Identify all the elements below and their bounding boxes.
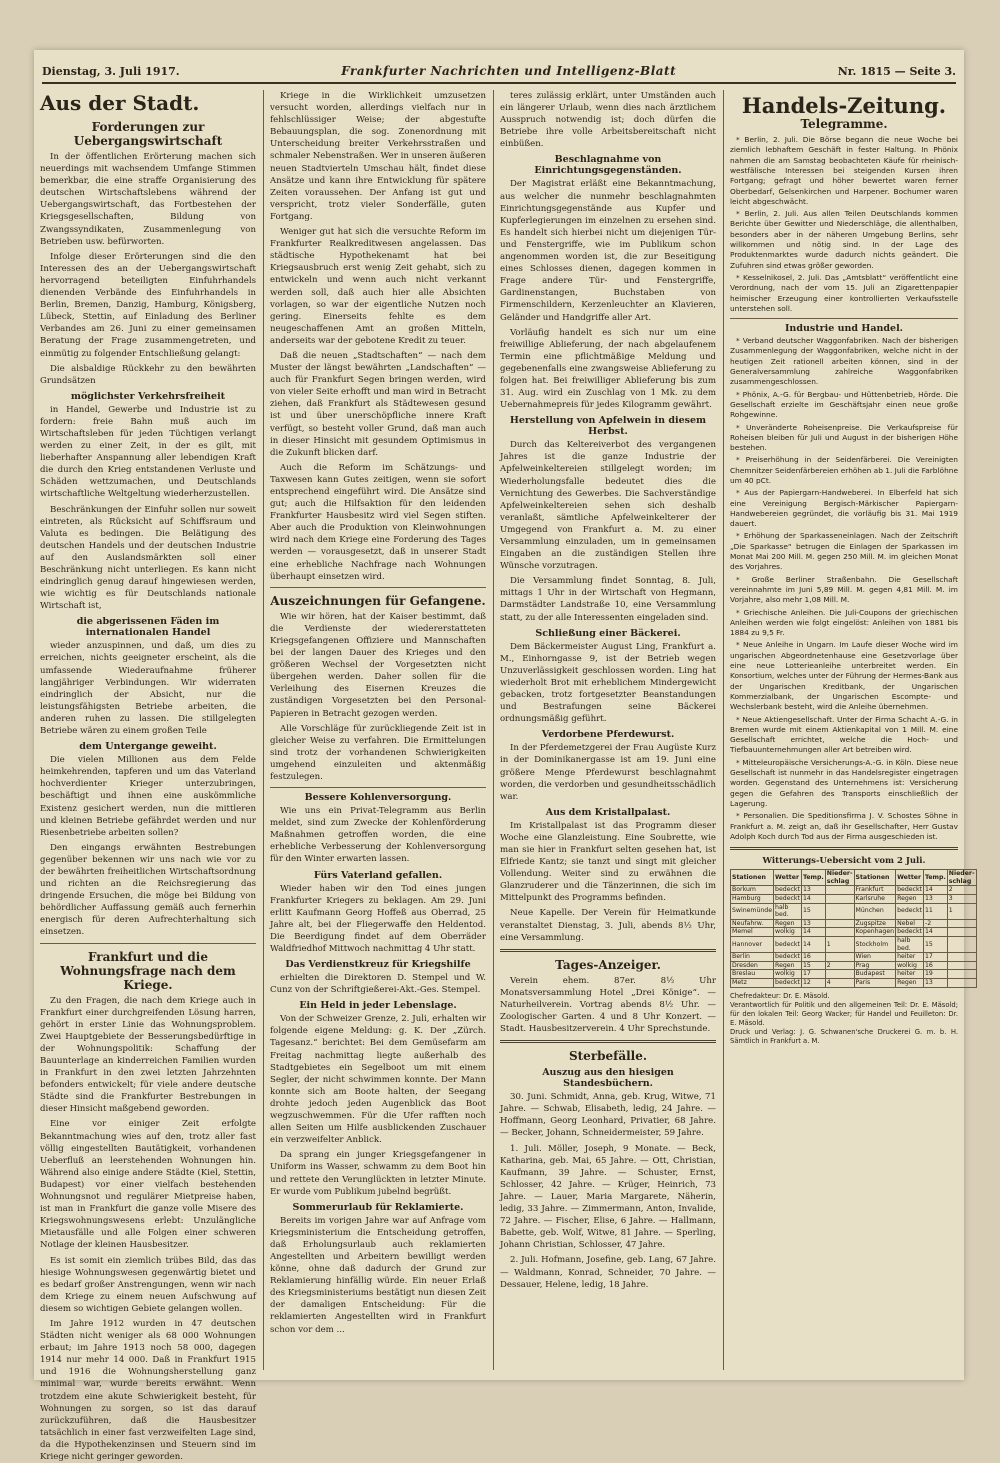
weather-cell [947,953,976,962]
weather-column-header: Nieder-schlag [826,870,853,885]
divider [500,949,716,952]
weather-cell: bedeckt [775,894,800,902]
weather-cell: Wien [854,953,896,962]
paragraph: Da sprang ein junger Kriegsgefangener in Uniform ins Wasser, schwamm zu dem Boot hin und rettete den Verunglückten in letzter Minute. Er wurde vom Publikum jubelnd begrüßt. [270,1150,486,1197]
paragraph: * Mitteleuropäische Versicherungs-A.-G. in Köln. Diese neue Gesellschaft ist nunmehr in das Handelsregister eingetragen worden. Gegenstand des Unternehmens ist: Versicherung gegen die Gefahren des Transports einschließlich der Lagerung. [730,757,958,808]
weather-cell: Hannover [731,936,774,952]
weather-cell: 17 [801,970,825,979]
weather-cell: 14 [801,936,825,952]
weather-column-header: Stationen [731,870,774,886]
weather-cell: heiter [896,970,924,979]
weather-cell: Regen [774,961,802,970]
weather-cell: bedeckt [775,953,800,961]
subheading: Aus dem Kristallpalast. [545,806,671,818]
column-4 [724,90,975,1370]
heading-sterbefaelle: Sterbefälle. [568,1049,648,1064]
weather-cell [947,928,976,937]
paragraph: 2. Juli. Hofmann, Josefine, geb. Lang, 67 Jahre. — Waldmann, Konrad, Schneider, 70 Jahre. — Dessauer, Helene, ledig, 18 Jahre. [500,1255,716,1290]
weather-column-header: Nieder-schlag [948,870,975,885]
subheading: Beschlagnahme von Einrichtungsgegenständen. [534,154,682,177]
paragraph: Beschränkungen der Einfuhr sollen nur soweit eintreten, als Rücksicht auf Schiffsraum und Valuta es bedingen. Die Belätigung des deutschen Handels und der deutschen Industrie auf den Auslandsmärkten soll einer Beschränkung nicht unterliegen. Es kann nicht eindringlich genug darauf hingewiesen werden, wie wichtig es für Deutschlands nationale Wirtschaft ist, [40,504,256,612]
paragraph: Neue Kapelle. Der Verein für Heimatkunde veranstaltet Dienstag, 3. Juli, abends 8½ Uhr, eine Versammlung. [500,908,716,943]
weather-column-header: Temp. [923,870,947,886]
paragraph: Im Jahre 1912 wurden in 47 deutschen Städten nicht weniger als 68 000 Wohnungen erbaut; im Jahre 1913 noch 58 000, dagegen 1914 nur mehr 14 000. Daß in Frankfurt 1915 und 1916 die Wohnungsherstellung ganz minimal war, wurde bereits erwähnt. Wenn trotzdem eine akute Schwierigkeit besteht, für Wohnungen zu sorgen, so ist das darauf zurückzuführen, daß die Hausbesitzer tatsächlich in einer fast verzweifelten Lage sind, da die Hypothekenzinsen und Steuern sind im Kriege nicht geringer geworden. [40,1318,256,1462]
paragraph: Den eingangs erwähnten Bestrebungen gegenüber bekennen wir uns nach wie vor zu der bewährten freiheitlichen Wirtschaftsordnung und richten an die Reichsregierung das dringende Ersuchen, die möge bei Bildung von behördlicher Auffassung gemäß auch fernerhin energisch für deren Aufrechterhaltung sich einsetzen. [40,842,256,938]
paragraph: Wie uns ein Privat-Telegramm aus Berlin meldet, sind zum Zwecke der Kohlenförderung Maßnahmen getroffen worden, die eine erhebliche Verbesserung der Kohlenversorgung für den Winter erwarten lassen. [270,806,486,865]
weather-cell: 4 [825,978,854,987]
weather-cell [947,970,976,979]
weather-column-header: Wetter [774,870,802,886]
subheading: Ein Held in jeder Lebenslage. [299,1000,457,1012]
weather-cell: 13 [923,978,947,987]
weather-column-header: Wetter [896,870,924,886]
weather-cell [825,903,854,919]
weather-cell: halb bed. [774,903,802,919]
weather-row [731,936,977,952]
paragraph: * Verband deutscher Waggonfabriken. Nach der bisherigen Zusammenlegung der Waggonfabriken, welche nicht in der heutigen Zeit rationell arbeiten können, sind in der Generalversammlung zahlreiche Waggonfabriken zusammengeschlossen. [730,336,958,387]
weather-cell: Zugspitze [854,919,896,928]
weather-cell [825,919,854,928]
weather-cell: Dresden [731,961,774,970]
weather-cell: 15 [923,936,947,952]
subheading: die abgerissenen Fäden im internationalen Handel [76,616,220,639]
paragraph: Dem Bäckermeister August Ling, Frankfurt a. M., Einhorngasse 9, ist der Betrieb wegen Unzuverlässigkeit geschlossen worden. Ling hat wiederholt Brot mit erheblichem Mindergewicht gebacken, trotz fortgesetzter Beanstandungen und Bestrafungen seine Bäckerei ordnungsmäßig geführt. [500,641,716,725]
page-number: Nr. 1815 — Seite 3. [837,64,956,78]
paragraph: 1. Juli. Möller, Joseph, 9 Monate. — Beck, Katharina, geb. Mai, 65 Jahre. — Ott, Christian, Kaufmann, 39 Jahre. — Schuster, Ernst, Schlosser, 42 Jahre. — Krüger, Heinrich, 73 Jahre. — Lauer, Maria Margarete, Näherin, ledig, 33 Jahre. — Zimmermann, Anton, Invalide, 72 Jahre. — Fischer, Elise, 6 Jahre. — Hallmann, Babette, geb. Wolf, Witwe, 81 Jahre. — Sperling, Johann Christian, Schlosser, 47 Jahre. [500,1143,716,1251]
paragraph: Vorläufig handelt es sich nur um eine freiwillige Ablieferung, der nach abgelaufenem Termin eine pflichtmäßige Meldung und gegebenenfalls eine zwangsweise Ablieferung zu folgen hat. Bei freiwilliger Ablieferung bis zum 31. Aug. wird ein Zuschlag von 1 Mk. zu dem Uebernahmepreis für jedes Kilogramm gewährt. [500,327,716,411]
divider [730,318,958,319]
weather-cell: Breslau [731,970,774,979]
weather-cell [947,961,976,970]
column-2 [264,90,492,1370]
divider [40,943,256,944]
subheading: Bessere Kohlenversorgung. [304,792,452,804]
weather-cell: Swinemünde [731,903,774,919]
weather-cell: 14 [801,928,825,937]
weather-column-header: Stationen [854,870,896,886]
weather-cell: bedeckt [897,886,922,894]
weather-cell: München [854,903,896,919]
weather-row [731,894,977,903]
heading-tages-anzeiger: Tages-Anzeiger. [555,957,661,972]
divider [270,787,486,788]
weather-cell: 1 [947,903,976,919]
subheading: Sommerurlaub für Reklamierte. [292,1201,464,1213]
weather-cell: Frankfurt [854,886,896,895]
paragraph: * Neue Aktiengesellschaft. Unter der Firma Schacht A.-G. in Bremen wurde mit einem Aktienkapital von 1 Mill. M. eine Gesellschaft errichtet, welche die Hoch- und Tiefbauunternehmungen aller Art betreiben wird. [730,714,958,755]
weather-cell: Nebel [896,919,924,928]
paragraph: * Preiserhöhung in der Seidenfärberei. Die Vereinigten Chemnitzer Seidenfärbereien erhöhen ab 1. Juli die Farblöhne um 40 pCt. [730,455,958,485]
subheading: dem Untergange geweiht. [79,741,217,753]
imprint-editor: Chefredakteur: Dr. E. Mäsold. [730,991,830,1000]
paragraph: Im Kristallpalast ist das Programm dieser Woche eine Glanzleistung. Eine Soubrette, wie man sie hier in Frankfurt selten gesehen hat, ist Elfriede Kantz; sie tanzt und singt mit gleicher Vollendung. Weiter sind zu erwähnen die Glanzruderer und die Tänzerinnen, die sich im Mittelpunkt des Programms befinden. [500,820,716,904]
telegramme-subtitle: Telegramme. [800,117,888,131]
paragraph: teres zulässig erklärt, unter Umständen auch ein längerer Urlaub, wenn dies nach ärztlichem Ausspruch notwendig ist; doch dürfen die Betriebe ihre volle Arbeitsbereitschaft nicht einbüßen. [500,91,716,150]
article-heading-uebergangswirtschaft: Forderungen zur Uebergangswirtschaft [73,120,223,148]
paragraph: Kriege in die Wirklichkeit umzusetzen versucht worden, allerdings vielfach nur in fehlschlüssiger Weise; der abgestufte Bebauungsplan, die sog. Zonenordnung mit Unterscheidung breiter Verkehrsstraßen und schmaler Nebenstraßen. Wer in unseren äußeren neuen Stadtvierteln Umschau hält, findet diese Ansätze und kann ihre Entwicklung für spätere Zeiten voraussehen. Der Anfang ist gut und verspricht, trotz vieler Sonderfälle, guten Fortgang. [270,91,486,222]
divider [500,1040,716,1043]
weather-cell: Kopenhagen [855,928,895,936]
paragraph: * Große Berliner Straßenbahn. Die Gesellschaft vereinnahmte im Juni 5,89 Mill. M. gegen 4,81 Mill. M. im Vorjahre, also mehr 1,08 Mill. M. [730,574,958,605]
weather-cell: 1 [825,936,854,952]
paragraph: * Erhöhung der Sparkasseneinlagen. Nach der Zeitschrift „Die Sparkasse“ betrugen die Einlagen der Sparkassen im Monat Mai 200 Mill. M. gegen 250 Mill. M. im gleichen Monat des Vorjahres. [730,531,958,572]
weather-cell: Karlsruhe [854,894,896,903]
paragraph: * Neue Anleihe in Ungarn. Im Laufe dieser Woche wird im ungarischen Abgeordnetenhause eine Gesetzvorlage über eine neue Lotterieanleihe unterbreitet werden. Ein Konsortium, welches unter der Führung der Hermes-Bank aus der Ungarischen Kreditbank, der Ungarischen Kommerzialbank, der Ungarischen Escompte- und Wechslerbank besteht, wird die Anleihe übernehmen. [730,640,958,712]
subheading-industrie-handel: Industrie und Handel. [784,323,903,335]
weather-cell: wolkig [774,928,802,937]
weather-cell: Regen [774,919,802,928]
paragraph: Die alsbaldige Rückkehr zu den bewährten Grundsätzen [40,363,256,386]
weather-cell [825,928,854,937]
paragraph: Wieder haben wir den Tod eines jungen Frankfurter Kriegers zu beklagen. Am 29. Juni erlitt Kaufmann Georg Hoffeß aus Oberrad, 25 Jahre alt, bei der Fliegerwaffe den Heldentod. Die Beerdigung findet auf dem Oberräder Waldfriedhof Mittwoch nachmittag 4 Uhr statt. [270,883,486,954]
weather-row [731,961,977,970]
weather-cell: bedeckt [774,936,802,952]
weather-cell: 16 [801,953,825,962]
weather-row [731,919,977,928]
weather-cell: 15 [801,961,825,970]
weather-cell: Stockholm [854,936,896,952]
weather-cell: 13 [801,919,825,928]
weather-cell [947,978,976,987]
weather-cell: 13 [801,886,825,895]
weather-cell [825,970,854,979]
column-3 [494,90,722,1370]
weather-cell: 11 [923,903,947,919]
weather-cell: 13 [923,894,947,903]
weather-cell: Metz [731,978,774,987]
article-heading-wohnungsfrage: Frankfurt und die Wohnungsfrage nach dem Kriege. [60,949,236,992]
paragraph: In der öffentlichen Erörterung machen sich neuerdings mit wachsendem Umfange Stimmen bemerkbar, die eine straffe Organisierung des deutschen Wirtschaftslebens während der Uebergangswirtschaft, das Fortbestehen der Kriegsgesellschaften, Bildung von Zwangssyndikaten, Zusammenlegung von Betrieben usw. befürworten. [40,152,256,247]
weather-row [731,903,977,919]
weather-cell [947,919,976,928]
weather-table-title: Witterungs-Uebersicht vom 2 Juli. [762,856,926,867]
weather-cell: wolkig [774,970,802,979]
subheading: Das Verdienstkreuz für Kriegshilfe [285,959,471,971]
weather-cell: 16 [923,961,947,970]
weather-cell [825,894,854,903]
paragraph: wieder anzuspinnen, und daß, um dies zu erreichen, nichts geeigneter erscheint, als die umfassende Wiederaufnahme früherer langjähriger Verbindungen. Wir widerraten eindringlich der Absicht, nur die leistungsfähigsten Betriebe arbeiten, die anderen ruhen zu lassen. Die stillgelegten Betriebe wären zu einem großen Teile [40,641,256,737]
paragraph: * Berlin, 2. Juli. Die Börse begann die neue Woche bei ziemlich lebhaftem Geschäft in fester Haltung. In Phönix nahmen die am Samstag beobachteten Käufe für rheinisch-westfälische Interessen bei steigenden Kursen ihren Fortgang; gefragt und höher bewertet waren ferner Oberbedarf, Gelsenkirchen und Harpener. Bochumer waren leicht abgeschwächt. [730,135,958,206]
article-heading-auszeichnungen: Auszeichnungen für Gefangene. [270,593,486,608]
imprint [730,992,958,1046]
section-heading-stadt: Aus der Stadt. [40,91,200,115]
weather-cell: 17 [923,953,947,962]
weather-cell: wolkig [896,961,924,970]
weather-table-header [731,870,977,886]
weather-table-body [731,886,977,987]
telegram-block [730,135,958,314]
paragraph: Weniger gut hat sich die versuchte Reform im Frankfurter Realkreditwesen angelassen. Das städtische Hypothekenamt hat bei Kriegsausbruch erst wenig Zeit gehabt, sich zu entwickeln und wenn auch nicht verkannt werden soll, daß auch hier alle Absichten vorlagen, so war der eigentliche Nutzen noch gering. Einerseits fehlte es dem neugeschaffenen Amt an großen Mitteln, anderseits war der gebotene Kredit zu teuer. [270,227,486,346]
paragraph: Verein ehem. 87er. 8½ Uhr Monatsversammlung Hotel „Drei Könige“. — Naturheilverein. Vortrag abends 8½ Uhr. — Zoologischer Garten. 4 und 8 Uhr Konzert. — Stadt. Hausbesitzerverein. 4 Uhr Sprechstunde. [500,975,716,1035]
column-1 [34,90,262,1462]
paragraph: * Unveränderte Roheisenpreise. Die Verkaufspreise für Roheisen bleiben für Juli und August in der bisherigen Höhe bestehen. [730,422,958,453]
newspaper-page [34,50,975,1462]
weather-table [730,869,977,987]
paragraph: 30. Juni. Schmidt, Anna, geb. Krug, Witwe, 71 Jahre. — Schwab, Elisabeth, ledig, 24 Jahre. — Hoffmann, Georg Leonhard, Privatier, 68 Jahre. — Becker, Johann, Schneidermeister, 59 Jahre. [500,1092,716,1139]
paragraph: * Personalien. Die Speditionsfirma J. V. Schostes Söhne in Frankfurt a. M. zeigt an, daß ihr Gesellschafter, Herr Gustav Adolph Koch durch Tod aus der Firma ausgeschieden ist. [730,811,958,841]
masthead [42,60,956,84]
paragraph: in Handel, Gewerbe und Industrie ist zu fordern: freie Bahn muß auch im Wirtschaftsleben für jeden Tüchtigen verlangt werden zu einer Zeit, in der es gilt, mit lieberhafter Anspannung aller lebendigen Kraft die durch den Krieg entstandenen Verluste und Schäden wettzumachen, und Deutschlands wirtschaftliche Weltgeltung wiederherzustellen. [40,404,256,500]
weather-row [731,970,977,979]
paragraph: Die vielen Millionen aus dem Felde heimkehrenden, tapferen und um das Vaterland hochverdienter Krieger unterzubringen, beschäftigt und ihnen eine auskömmliche Existenz gesichert werden, nun die mittleren und kleinen Betriebe gefährdet werden und nur Riesenbetriebe arbeiten sollen? [40,755,256,838]
weather-cell [825,886,854,895]
paragraph: Zu den Fragen, die nach dem Kriege auch in Frankfurt einer durchgreifenden Lösung harren, gehört in erster Linie das Wohnungsproblem. Zwei Hauptgebiete der Besserungsbedürftige in der Wohnungspolitik: Schaffung der Bauunterlage an kinderreichen Familien wurden in Frankfurt in den zwei letzten Jahrzehnten befonders entwickelt; für viele andere deutsche Städte sind die Frankfurter Bestrebungen in dieser Hinsicht maßgebend geworden. [40,995,256,1115]
paragraph: Es ist somit ein ziemlich trübes Bild, das das hiesige Wohnungswesen gegenwärtig bietet und es bedarf großer Anstrengungen, wenn wir nach dem Kriege zu einem neuen Aufschwung auf diesem so wichtigen Gebiete gelangen wollen. [40,1255,256,1314]
paragraph: Der Magistrat erläßt eine Bekanntmachung, aus welcher die nunmehr beschlagnahmten Einrichtungsgegenstände aus Kupfer und Kupferlegierungen im einzelnen zu ersehen sind. Es handelt sich hierbei nicht um diejenigen Tür- und Fenstergriffe, wie im Publikum schon angenommen worden ist, die zur Beseitigung eines Schlosses dienen, dagegen kommen in Frage andere Tür- und Fenstergriffe, Gardinenstangen, Buchstaben von Firmenschildern, Kerzenleuchter an Klavieren, Geländer und Handgriffe aller Art. [500,179,716,323]
paragraph: * Berlin, 2. Juli. Aus allen Teilen Deutschlands kommen Berichte über Gewitter und Niederschläge, die allenthalben, besonders aber in der näheren Umgebung Berlins, sehr willkommen und nötig sind. In der Lage des Produktenmarktes wurde dadurch nichts geändert. Die Zufuhren sind etwas größer geworden. [730,209,958,270]
subheading: möglichster Verkehrsfreiheit [70,390,226,402]
weather-cell: Budapest [854,970,896,979]
paragraph: * Aus der Papiergarn-Handweberei. In Elberfeld hat sich eine Vereinigung Bergisch-Märkischer Papiergarn-Handwebereien gegründet, die vorläufig bis 31. Mai 1919 dauert. [730,488,958,529]
weather-cell: Memel [731,928,774,937]
weather-cell: heiter [896,953,924,962]
paragraph: * Kesselnikosel, 2. Juli. Das „Amtsblatt“ veröffentlicht eine Verordnung, nach der vom 15. Juli an Zigarettenpapier heimischer Erzeugung einer kontrollierten Verkaufsstelle unterstehen soll. [730,272,958,313]
weather-cell: 14 [923,886,947,895]
subheading: Auszug aus den hiesigen Standesbüchern. [542,1067,674,1090]
paragraph: Auch die Reform im Schätzungs- und Taxwesen kann Gutes zeitigen, wenn sie sofort entsprechend eingeführt wird. Die Ansätze sind gut; auch die Hilfsaktion für den leidenden Frankfurter Hausbesitz wird viel Segen stiften. Aber auch die Produktion von Kleinwohnungen wird nach dem Kriege eine Forderung des Tages werden — vorausgesetzt, daß in unserer Stadt eine erhebliche Nachfrage nach Wohnungen überhaupt einsetzen wird. [270,462,486,582]
paragraph: Durch das Keltereiverbot des vergangenen Jahres ist die ganze Industrie der Apfelweinkeltereien stillgelegt worden; im Wiederholungsfalle bedeutet dies die Vernichtung des Gewerbes. Die Sachverständige Apfelweinkeltereien sehen sich deshalb veranlaßt, sämtliche Apfelweinkelterer der Umgegend von Frankfurt a. M. zu einer Versammlung einzuladen, um in gemeinsamen Eingaben an die zuständigen Stellen ihre Wünsche vorzutragen. [500,440,716,572]
weather-cell: 19 [923,970,947,979]
weather-cell: 14 [801,894,825,903]
weather-column-header: Temp. [801,870,825,886]
imprint-responsible: Verantwortlich für Politik und den allgemeinen Teil: Dr. E. Mäsold; für den lokalen Teil: Georg Wacker; für Handel und Feuilleton: Dr. E. Mäsold. [730,1000,958,1027]
paragraph: Eine vor einiger Zeit erfolgte Bekanntmachung wies auf den, trotz aller fast völlig eingestellten Bautätigkeit, vorhandenen Ueberfluß an leerstehenden Wohnungen hin. Während also einige andere Städte (Kiel, Stettin, Budapest) vor einer vielfach bestehenden Wohnungsnot und regulärer Mietpreise haben, ist man in Frankfurt die ganze volle Misere des Kriegswohnungswesens erlebt: Unzulängliche Mietausfälle und alle Folgen einer schweren Notlage der kleinen Hausbesitzer. [40,1119,256,1251]
weather-row [731,928,977,937]
imprint-publisher: Druck und Verlag: J. G. Schwanen'sche Druckerei G. m. b. H. Sämtlich in Frankfurt a. M. [730,1027,958,1045]
weather-cell: 12 [801,978,825,987]
weather-cell: bedeckt [897,928,922,936]
weather-cell: bedeckt [775,978,800,986]
weather-cell: 2 [825,961,854,970]
subheading: Schließung einer Bäckerei. [535,627,681,639]
weather-cell: Regen [896,978,924,987]
paragraph: Von der Schweizer Grenze, 2. Juli, erhalten wir folgende eigene Meldung: g. K. Der „Zürch. Tagesanz.“ berichtet: Bei dem Gemüsefarm am Freitag nachmittag liegte außerhalb des Stadtgebietes ein Segelboot um mit einem Segler, der nicht schwimmen konnte. Der Mann konnte sich am Boote halten, der Seegang drohte jedoch jeden Augenblick das Boot wegzuschwemmen. Für die Ufer rafften noch allen Seiten um Hilfe ausblickenden Zuschauer ein verzweifelter Anblick. [270,1014,486,1146]
weather-cell: Berlin [731,953,774,962]
subheading: Verdorbene Pferdewurst. [541,729,675,741]
weather-row [731,978,977,987]
weather-cell: Borkum [731,886,774,895]
paragraph: erhielten die Direktoren D. Stempel und W. Cunz von der Schriftgießerei-Akt.-Ges. Stempel. [270,973,486,996]
paragraph: In der Pferdemetzgerei der Frau Augüste Kurz in der Dominikanergasse ist am 19. Juni eine größere Menge Pferdewurst beschlagnahmt worden, die verdorben und gesundheitsschädlich war. [500,743,716,802]
subheading: Herstellung von Apfelwein in diesem Herbst. [509,415,707,438]
paragraph: * Griechische Anleihen. Die Juli-Coupons der griechischen Anleihen werden wie folgt eingelöst: Anleihen von 1881 bis 1884 zu 9,5 Fr. [730,607,958,638]
divider [730,847,958,850]
weather-cell [825,953,854,962]
weather-cell: bedeckt [775,886,800,894]
paragraph: Die Versammlung findet Sonntag, 8. Juli, mittags 1 Uhr in der Wirtschaft von Hegmann, Darmstädter Landstraße 10, eine Versammlung statt, zu der alle Interessenten eingeladen sind. [500,576,716,623]
weather-cell [947,936,976,952]
paragraph: Infolge dieser Erörterungen sind die den Interessen des an der Uebergangswirtschaft hervorragend beteiligten Einfuhrhandels dienenden Verbände des Einfuhrhandels in Berlin, Bremen, Danzig, Hamburg, Königsberg, Lübeck, Stettin, auf Einladung des Berliner Verbandes am 26. Juni zu einer gemeinsamen Beratung der Frage zusammengetreten, und einmütig zu folgender Entschließung gelangt: [40,251,256,359]
subheading: Fürs Vaterland gefallen. [313,869,443,881]
weather-cell: halb bed. [896,936,924,952]
paragraph: Wie wir hören, hat der Kaiser bestimmt, daß die Verdienste der wiedererstatteten Kriegsgefangenen Offiziere und Mannschaften bei der langen Dauer des Krieges und den größeren Wechsel der Vorgesetzten nicht übergehen werden. Daher sollen für die Verleihung des Eisernen Kreuzes die zuständigen Vorgesetzten bei den Personal-Papieren in Betracht gezogen werden. [270,611,486,719]
weather-row [731,886,977,895]
weather-cell: -2 [923,919,947,928]
weather-cell: Neufahrw. [731,919,774,928]
industry-block [730,336,958,842]
newspaper-title: Frankfurter Nachrichten und Intelligenz-Blatt [341,64,677,78]
weather-cell: bedeckt [896,903,924,919]
weather-cell: 3 [947,894,976,903]
paragraph: Bereits im vorigen Jahre war auf Anfrage vom Kriegsministerium die Entscheidung getroffen, daß Erholungsurlaub auch reklamierten Angestellten und Arbeitern bewilligt werden könne, ohne daß dadurch der Grund zur Reklamierung hinfällig würde. Ein neuer Erlaß des Kriegsministeriums bestätigt nun diesen Zeit der damaligen Entscheidung: Für die reklamierten Angestellten wird in Frankfurt schon vor dem ... [270,1215,486,1335]
weather-cell: Regen [896,894,924,903]
weather-cell: Paris [854,978,896,987]
divider [270,587,486,588]
paragraph: Daß die neuen „Stadtschaften“ — nach dem Muster der längst bewährten „Landschaften“ — auch für Frankfurt Segen bringen werden, wird von vieler Seite erhofft und man wird in Betracht ziehen, daß Frankfurt als Städtewesen gesund ist und über unerschöpfliche innere Kraft verfügt, so besteht voller Grund, daß man auch in dieser Hinsicht mit gesundem Optimismus in die Zukunft blicken darf. [270,350,486,458]
weather-cell: 14 [923,928,947,937]
paragraph: * Phönix, A.-G. für Bergbau- und Hüttenbetrieb, Hörde. Die Gesellschaft erzielte im Geschäftsjahr einen neue große Rohgewinne. [730,389,958,420]
handels-zeitung-title: Handels-Zeitung. [741,93,947,118]
weather-row [731,953,977,962]
weather-cell: 15 [801,903,825,919]
paragraph: Alle Vorschläge für zurückliegende Zeit ist in gleicher Weise zu verfahren. Die Ermittelungen sind trotz der vorhandenen Schwierigkeiten umgehend einzuleiten und aktenmäßig festzulegen. [270,723,486,782]
issue-date: Dienstag, 3. Juli 1917. [42,64,180,78]
weather-cell: Prag [854,961,896,970]
weather-cell: Hamburg [731,894,774,903]
weather-cell: 2 [947,886,976,895]
